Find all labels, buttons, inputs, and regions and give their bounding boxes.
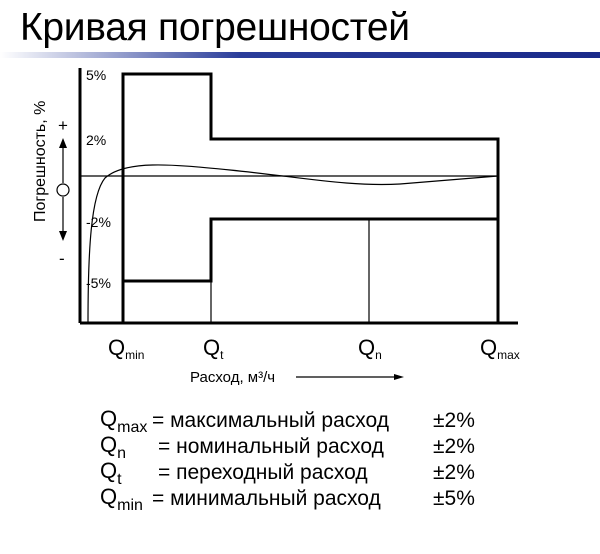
legend-symbol: $Q_{max}$ <box>100 406 148 436</box>
x-arrow-head <box>394 374 404 380</box>
legend-description: = максимальный расход <box>152 409 390 432</box>
legend-symbol: $Q_t$ <box>100 458 122 488</box>
y-tick-label: 2% <box>86 132 107 148</box>
legend-symbol: $Q_{min}$ <box>100 484 143 514</box>
legend-description: = номинальный расход <box>158 435 384 458</box>
x-point-qn: Qn <box>358 335 382 362</box>
legend-description: = переходный расход <box>158 461 368 484</box>
y-tick-label: -2% <box>86 214 111 230</box>
up-arrow-head <box>59 138 67 148</box>
x-point-qmin: Qmin <box>108 335 145 362</box>
zero-circle <box>57 184 69 196</box>
legend-tolerance: ±2% <box>433 461 475 484</box>
error-curve <box>88 165 498 323</box>
down-arrow-head <box>59 231 67 241</box>
legend-tolerance: ±5% <box>433 487 475 510</box>
plus-sign: + <box>58 116 68 135</box>
x-point-qmax: Qmax <box>480 335 520 362</box>
legend-description: = минимальный расход <box>152 487 381 510</box>
y-axis-label: Погрешность, % <box>32 100 49 222</box>
lower-tolerance-envelope <box>123 219 498 281</box>
page-title: Кривая погрешностей <box>20 6 410 49</box>
y-tick-label: -5% <box>86 275 111 291</box>
legend-tolerance: ±2% <box>433 409 475 432</box>
legend-symbol: $Q_n$ <box>100 432 127 462</box>
upper-tolerance-envelope <box>123 74 498 323</box>
x-axis-label: Расход, м³/ч <box>190 369 276 386</box>
x-point-qt: Qt <box>203 335 224 362</box>
legend-tolerance: ±2% <box>433 435 475 458</box>
y-tick-label: 5% <box>86 67 107 83</box>
minus-sign: - <box>59 249 65 268</box>
